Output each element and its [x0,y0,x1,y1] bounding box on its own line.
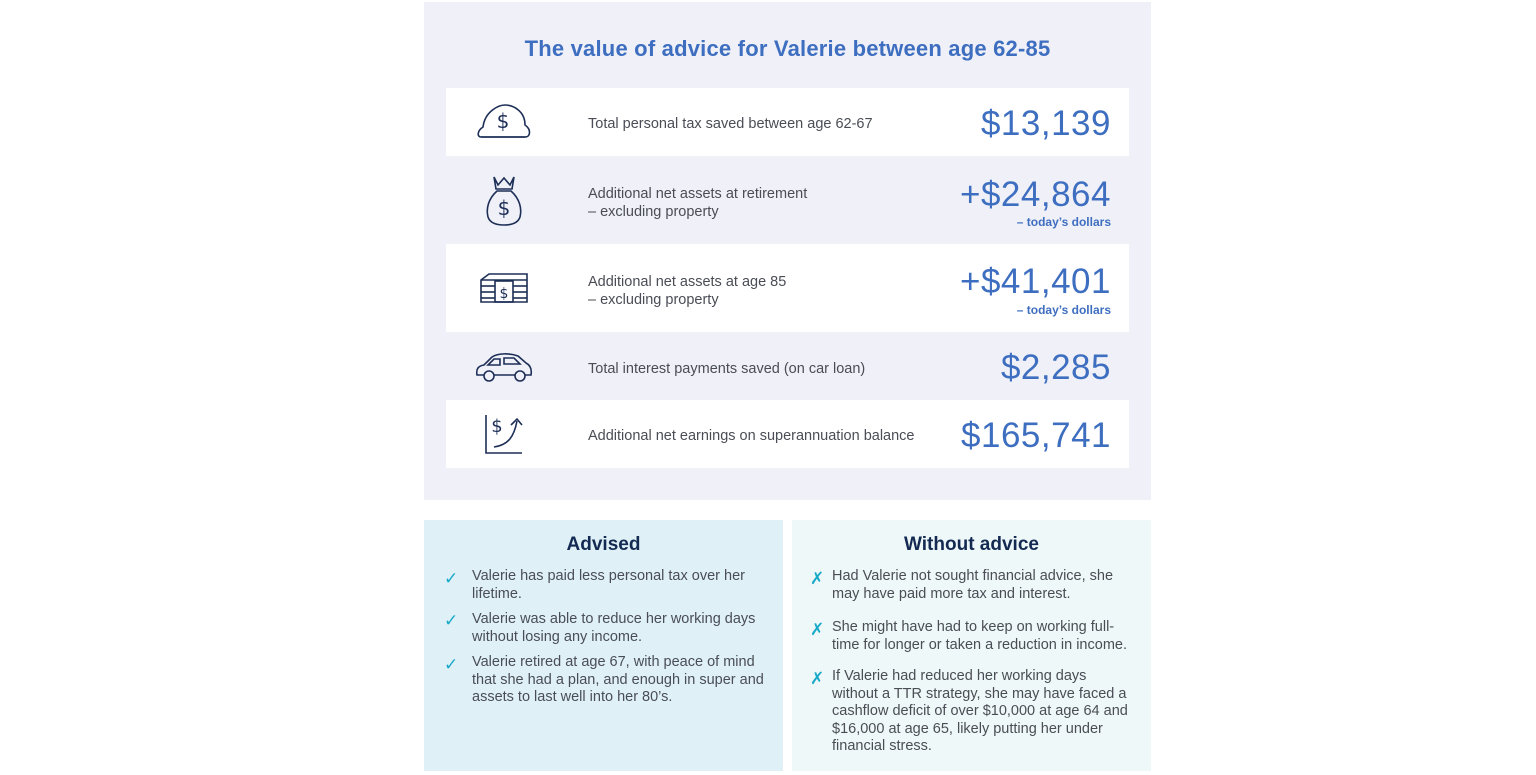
panel-title: The value of advice for Valerie between age 62-85 [524,36,1051,61]
row-label-line2: – excluding property [588,204,719,220]
row-sub-note: – today’s dollars [1016,303,1111,317]
car-icon [474,342,534,392]
item-line: without losing any income. [472,628,643,645]
row-car-loan [446,332,1129,400]
cross-icon: ✗ [810,569,825,588]
svg-text:$: $ [499,286,509,302]
row-sub-note: – today’s dollars [1016,215,1111,229]
cross-icon: ✗ [810,669,825,688]
growth-chart-icon [474,409,534,459]
without-advice-item [832,668,1132,756]
row-net-assets-retirement [446,156,1129,244]
advised-item [472,654,772,707]
advised-item [472,568,772,603]
row-value: +$24,864 [960,175,1111,214]
item-line: Had Valerie not sought financial advice, she [832,568,1114,584]
advised-title: Advised [566,534,641,555]
item-line: Valerie has paid less personal tax over her [472,568,745,584]
item-line: $16,000 at age 65, likely putting her under [832,720,1103,737]
without-advice-card [792,520,1151,771]
advised-item [472,611,772,646]
row-value: $13,139 [980,104,1111,143]
item-line: assets to last well into her 80’s. [472,689,673,706]
item-line: that she had a plan, and enough in super and [472,671,764,688]
item-line: lifetime. [472,585,522,602]
without-advice-title: Without advice [904,534,1039,555]
check-icon: ✓ [444,611,459,630]
item-line: time for longer or taken a reduction in income. [832,636,1127,653]
row-value: +$41,401 [960,262,1111,301]
check-icon: ✓ [444,569,459,588]
row-label-line1: Additional net assets at retirement [588,186,808,202]
row-label: Additional net earnings on superannuation balance [588,428,915,444]
item-line: cashflow deficit of over $10,000 at age 64 and [832,703,1128,720]
check-icon: ✓ [444,655,459,674]
row-super-earnings [446,400,1129,468]
moneybag-dollar-icon [474,175,534,225]
item-line: Valerie retired at age 67, with peace of mind [472,654,755,670]
svg-text:$: $ [491,416,503,437]
cross-icon: ✗ [810,620,825,639]
row-label: Total interest payments saved (on car loan) [588,361,866,377]
row-value: $165,741 [961,416,1111,455]
item-line: may have paid more tax and interest. [832,585,1071,602]
row-label-line1: Additional net assets at age 85 [588,274,787,290]
item-line: without a TTR strategy, she may have faced a [832,685,1127,702]
row-label-line2: – excluding property [588,292,719,308]
value-of-advice-panel [424,2,1151,500]
svg-text:$: $ [497,196,511,220]
without-advice-item [832,568,1132,603]
row-value: $2,285 [1000,348,1111,387]
row-label [588,273,786,309]
row-label [588,185,807,221]
svg-text:$: $ [496,109,510,133]
advised-card [424,520,783,771]
item-line: She might have had to keep on working full- [832,619,1115,635]
row-label: Total personal tax saved between age 62-67 [588,116,873,132]
without-advice-item [832,619,1132,654]
cash-stack-icon [474,264,534,314]
money-bag-dollar-icon [474,98,534,148]
item-line: If Valerie had reduced her working days [832,668,1087,684]
item-line: Valerie was able to reduce her working days [472,611,756,627]
row-tax-saved [446,88,1129,156]
row-net-assets-85 [446,244,1129,332]
item-line: financial stress. [832,738,932,755]
